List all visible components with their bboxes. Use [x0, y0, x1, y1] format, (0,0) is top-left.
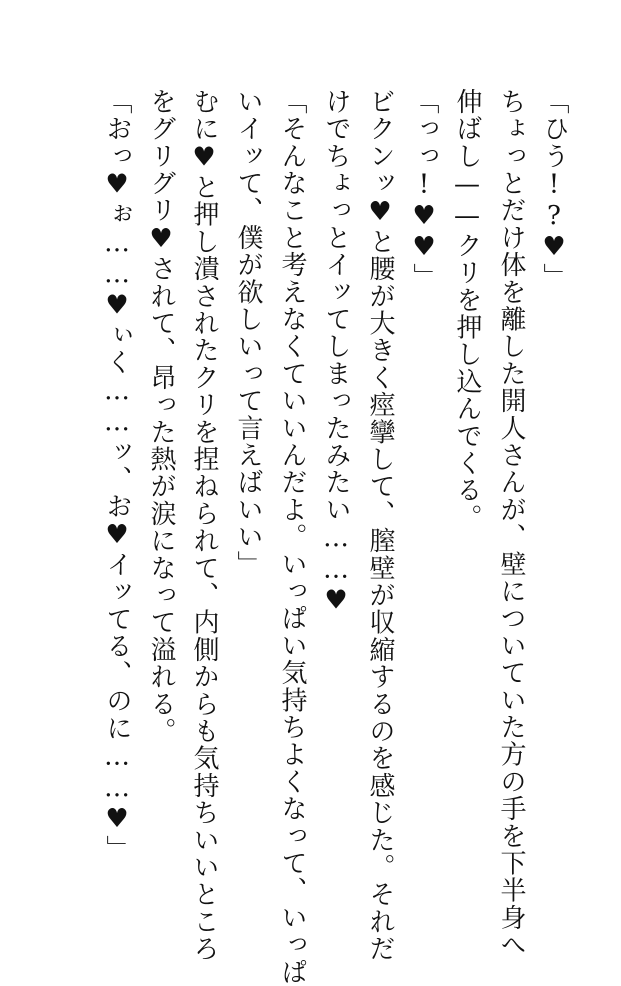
text-line: 「っっ!♥♥」: [409, 88, 439, 291]
text-line: 「おっ♥ぉ……♥ぃく……ッ、お♥イッてる、のに……♥」: [102, 88, 132, 863]
text-line: いイッて、僕が欲しいって言えばいい」: [233, 88, 263, 578]
text-line: 「ひう!?♥」: [539, 88, 569, 291]
text-line: むに♥と押し潰されたクリを捏ねられて、内側からも気持ちいいところ: [189, 88, 219, 963]
text-line: ちょっとだけ体を離した開人さんが、壁についていた方の手を下半身へ: [496, 88, 526, 959]
text-line: けでちょっとイッてしまったみたい……♥: [321, 88, 351, 617]
text-line: 伸ばし——クリを押し込んでくる。: [452, 88, 482, 532]
text-line: ビクンッ♥と腰が大きく痙攣して、膣壁が収縮するのを感じた。それだ: [365, 88, 395, 963]
text-line: をグリグリ♥されて、昂った熱が涙になって溢れる。: [146, 88, 176, 745]
text-line: 「そんなこと考えなくていいんだよ。いっぱい気持ちよくなって、いっぱ: [277, 88, 307, 986]
